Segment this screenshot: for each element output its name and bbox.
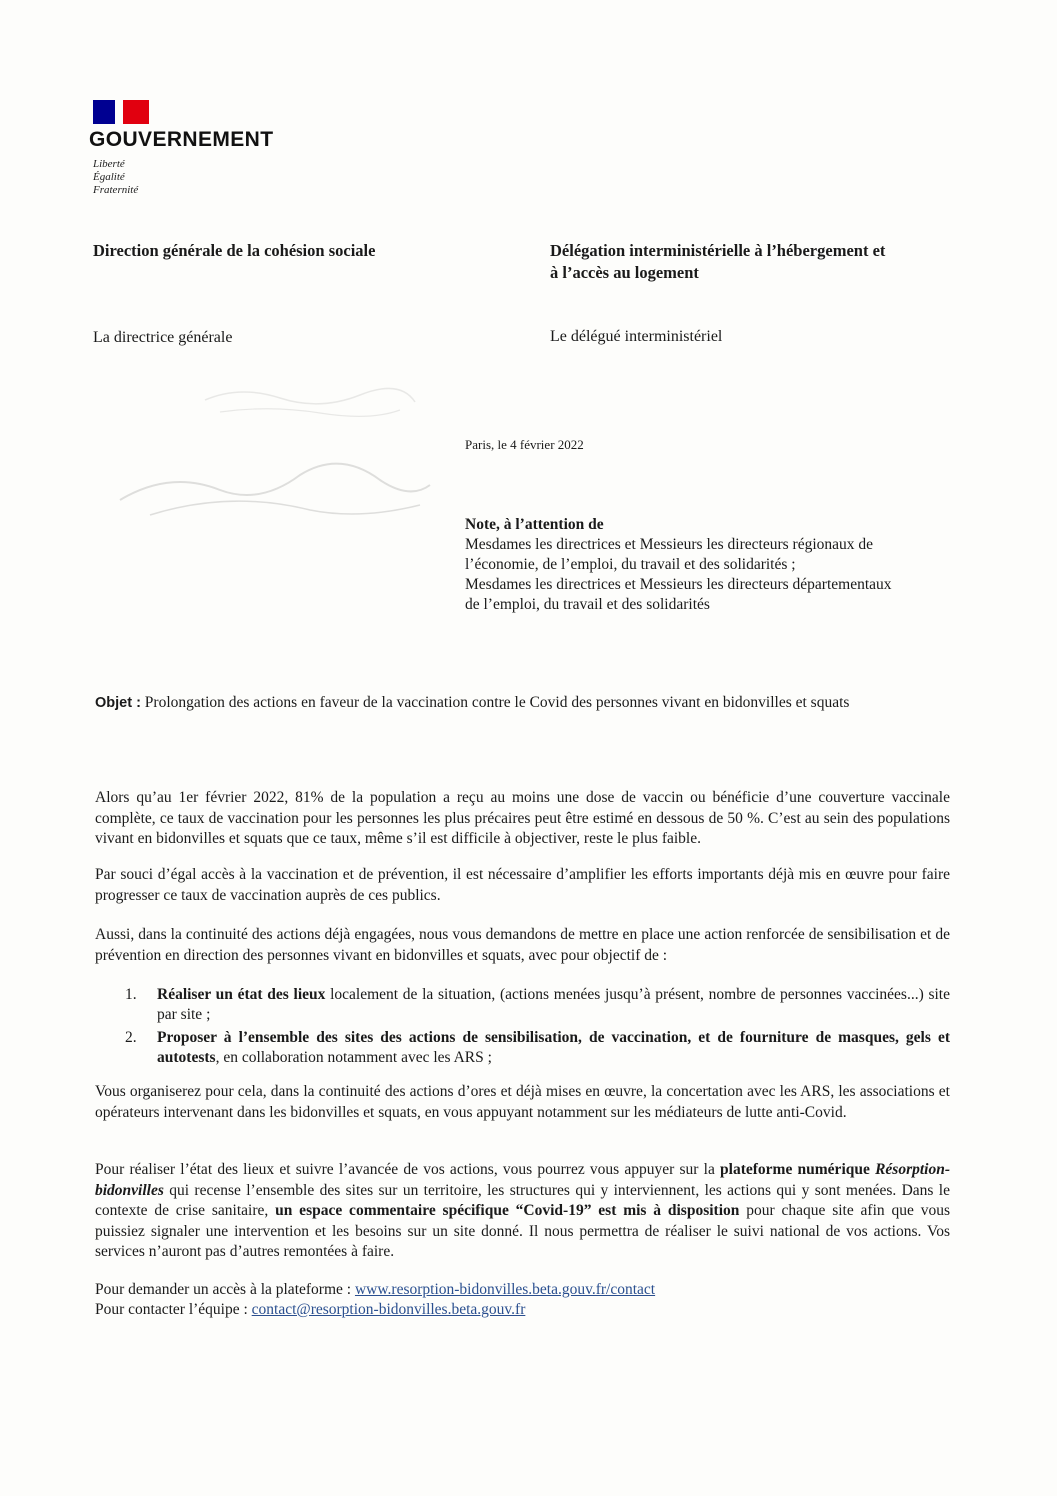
list-item-text: , en collaboration notamment avec les ARS ; (215, 1049, 492, 1066)
objectives-list (95, 985, 950, 1068)
list-item (95, 985, 950, 1025)
paragraph-5 (95, 1160, 950, 1263)
subject-line (95, 694, 975, 712)
marianne-logo-icon (93, 100, 149, 124)
date-line: Paris, le 4 février 2022 (465, 437, 584, 452)
p5-bold: un espace commentaire spécifique “Covid-19” est mis à disposition (275, 1202, 740, 1219)
p5-text: qui recense l’ensemble des sites sur un territoire, les structures qui y interviennent, les actions qui y sont menées. Dans le contexte de crise sanitaire, (95, 1181, 950, 1219)
addressee-line: l’économie, de l’emploi, du travail et des solidarités ; (465, 556, 796, 573)
left-signatory: La directrice générale (93, 329, 233, 346)
contact-label: Pour demander un accès à la plateforme : (95, 1281, 355, 1298)
paragraph-2: Par souci d’égal accès à la vaccination et de prévention, il est nécessaire d’amplifier les efforts importants déjà mis en œuvre pour faire progresser ce taux de vaccination auprès de ces publics. (95, 866, 950, 904)
contact-block (95, 1280, 655, 1320)
paragraph-3: Aussi, dans la continuité des actions déjà engagées, nous vous demandons de mettre en place une action renforcée de sensibilisation et de prévention en direction des personnes vivant en bidonvilles et squats, avec pour objectif de : (95, 926, 950, 964)
platform-link[interactable]: www.resorption-bidonvilles.beta.gouv.fr/contact (354, 1281, 656, 1298)
list-number: 2. (125, 1029, 137, 1046)
email-link[interactable]: contact@resorption-bidonvilles.beta.gouv.fr (251, 1301, 526, 1318)
right-signatory: Le délégué interministériel (550, 328, 723, 345)
paragraph-4: Vous organiserez pour cela, dans la continuité des actions d’ores et déjà mises en œuvre, la concertation avec les ARS, les associations et opérateurs intervenant dans les bidonvilles et squats, en vous appuyant notamment sur les médiateurs de lutte anti-Covid. (95, 1083, 950, 1121)
right-organization (550, 240, 885, 284)
list-number: 1. (125, 986, 137, 1003)
note-title: Note, à l’attention de (465, 516, 604, 533)
addressee-line: de l’emploi, du travail et des solidarités (465, 596, 710, 613)
platform-name: Résorption-bidonvilles (95, 1161, 950, 1199)
faint-stamp (200, 380, 420, 420)
right-org-line: Délégation interministérielle à l’hébergement et (550, 241, 886, 260)
left-organization: Direction générale de la cohésion sociale (93, 241, 376, 260)
list-item-text: localement de la situation, (actions menées jusqu’à présent, nombre de personnes vaccinées...) site par site ; (157, 986, 950, 1023)
p5-text: Pour réaliser l’état des lieux et suivre l’avancée de vos actions, vous pourrez vous appuyer sur la (95, 1161, 721, 1178)
addressee-line: Mesdames les directrices et Messieurs les directeurs départementaux (465, 576, 892, 593)
list-item-bold: Réaliser un état des lieux (157, 986, 326, 1003)
motto-line: Égalité (93, 171, 125, 183)
list-item-bold: Proposer à l’ensemble des sites des actions de sensibilisation, de vaccination, et de fourniture de masques, gels et autotests (157, 1029, 950, 1066)
subject-label: Objet : (95, 695, 141, 711)
subject-text: Prolongation des actions en faveur de la vaccination contre le Covid des personnes vivant en bidonvilles et squats (144, 694, 850, 711)
right-org-line: à l’accès au logement (550, 263, 699, 282)
list-item (95, 1028, 950, 1068)
p5-bold: plateforme numérique (720, 1161, 876, 1178)
p5-text: pour chaque site afin que vous puissiez signaler une intervention et les besoins sur un site donné. Il nous permettra de réaliser le suivi national de vos actions. Vos services n’auront pas d’autres remontées à faire. (95, 1202, 950, 1260)
paragraph-1: Alors qu’au 1er février 2022, 81% de la population a reçu au moins une dose de vaccin ou bénéficie d’une couverture vaccinale complète, ce taux de vaccination pour les personnes les plus précaires peut être estimé en dessous de 50 %. C’est au sein des populations vivant en bidonvilles et squats que ce taux, même s’il est difficile à objectiver, reste le plus faible. (95, 789, 950, 847)
motto-line: Fraternité (93, 184, 139, 196)
motto (93, 158, 138, 197)
contact-label: Pour contacter l’équipe : (95, 1301, 252, 1318)
signature-icon (110, 430, 440, 530)
addressees (465, 515, 965, 615)
logo-wordmark: GOUVERNEMENT (89, 128, 274, 151)
addressee-line: Mesdames les directrices et Messieurs les directeurs régionaux de (465, 536, 874, 553)
motto-line: Liberté (93, 158, 125, 170)
